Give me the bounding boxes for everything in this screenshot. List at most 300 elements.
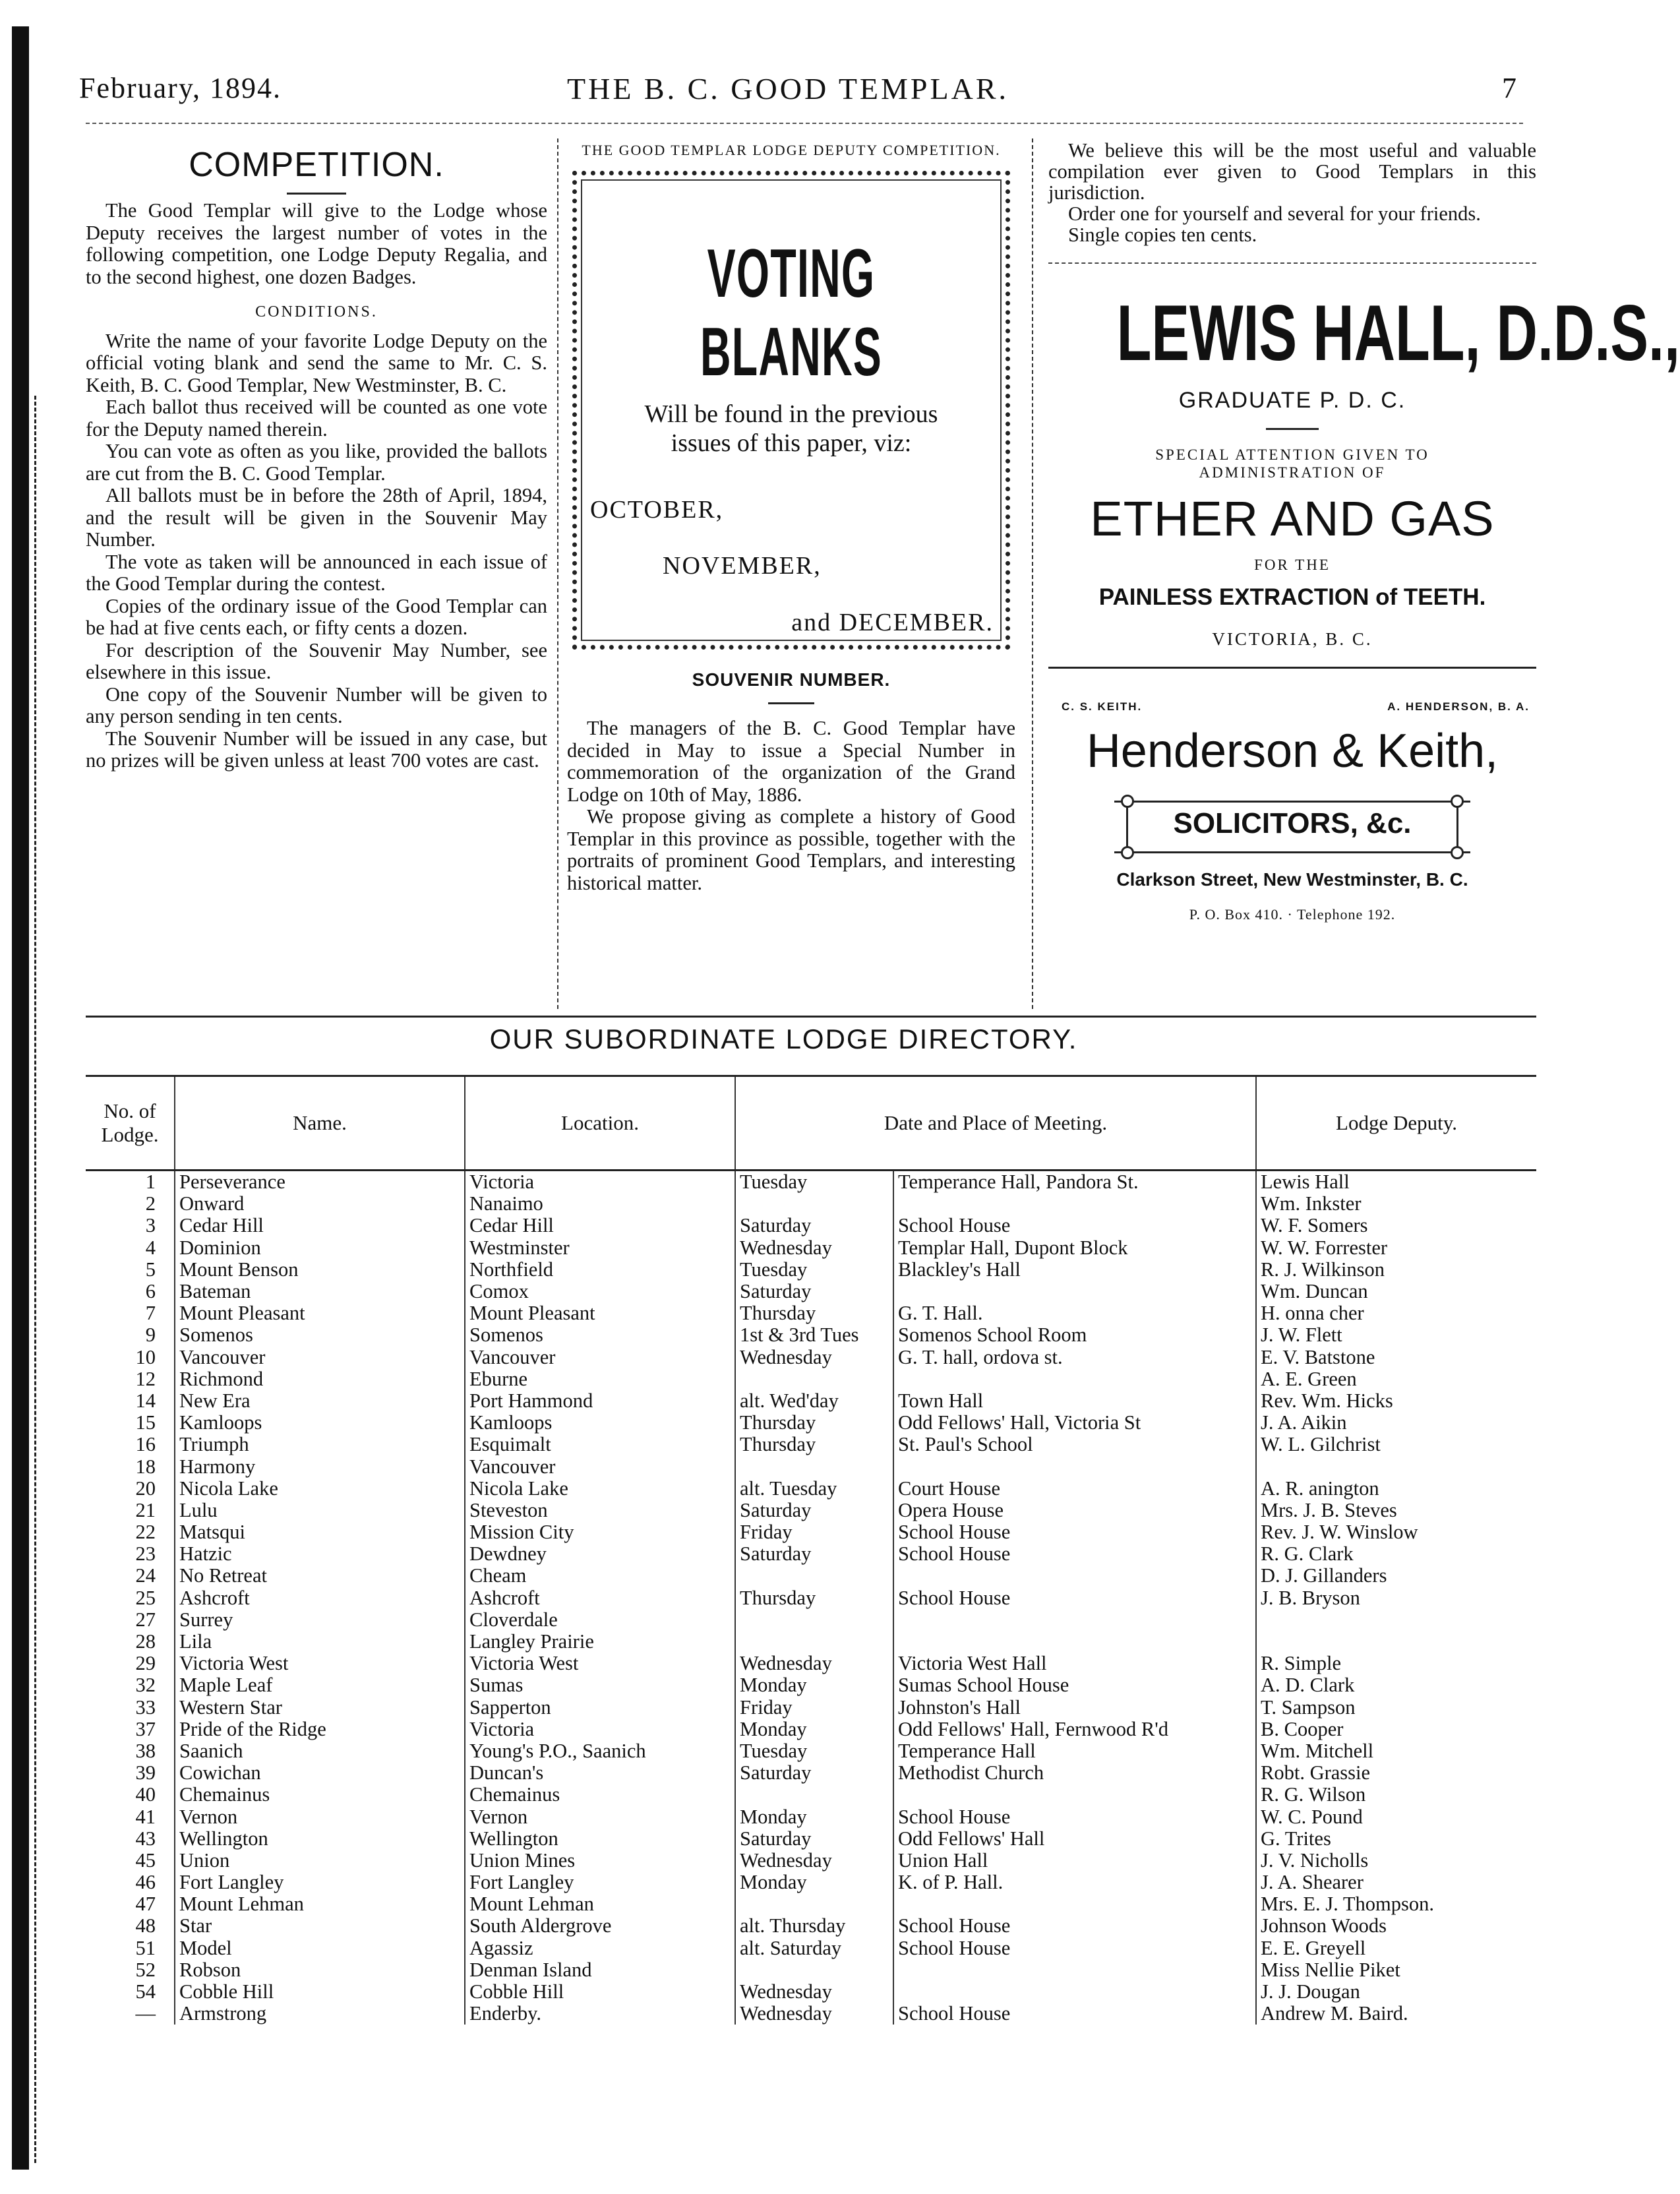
lodge-deputy: H. onna cher: [1256, 1302, 1536, 1324]
meeting-day: [735, 1609, 893, 1631]
lodge-number: 46: [135, 1871, 156, 1894]
table-row: [86, 1412, 1536, 1434]
condition-paragraph: For description of the Souvenir May Number, see elsewhere in this issue.: [86, 638, 547, 683]
lodge-name: Triumph: [175, 1434, 465, 1455]
meeting-place: [893, 1565, 1256, 1587]
lodge-location: Vancouver: [465, 1455, 735, 1477]
lodge-location: Steveston: [465, 1500, 735, 1521]
meeting-day: Monday: [735, 1719, 893, 1740]
souvenir-paragraph: The managers of the B. C. Good Templar have decided in May to issue a Special Number in commemoration of the organization of the Grand Lodge on 10th of May, 1886.: [567, 717, 1015, 806]
lodge-location: Cheam: [465, 1565, 735, 1587]
meeting-day: 1st & 3rd Tues: [735, 1324, 893, 1346]
lodge-location: Mount Lehman: [465, 1893, 735, 1915]
lodge-deputy: Miss Nellie Piket: [1256, 1959, 1536, 1981]
lodge-name: Perseverance: [175, 1171, 465, 1194]
lodge-deputy: T. Sampson: [1256, 1697, 1536, 1719]
column-divider: [557, 138, 558, 1009]
lodge-location: Cobble Hill: [465, 1981, 735, 2003]
month-november: NOVEMBER,: [663, 552, 822, 580]
meeting-day: Tuesday: [735, 1259, 893, 1281]
meeting-day: [735, 1893, 893, 1915]
lodge-name: Hatzic: [175, 1543, 465, 1565]
lodge-number: 10: [135, 1345, 156, 1368]
condition-paragraph: All ballots must be in before the 28th of April, 1894, and the result will be given in the Souvenir May Number.: [86, 484, 547, 551]
lodge-name: Nicola Lake: [175, 1478, 465, 1500]
meeting-day: [735, 1631, 893, 1653]
lodge-location: Somenos: [465, 1324, 735, 1346]
directory-body: [86, 1171, 1536, 2025]
lodge-deputy: [1256, 1609, 1536, 1631]
lodge-name: Western Star: [175, 1697, 465, 1719]
meeting-place: [893, 1455, 1256, 1477]
meeting-day: Monday: [735, 1806, 893, 1827]
lodge-name: Vernon: [175, 1806, 465, 1827]
ad-special-line: ADMINISTRATION OF: [1199, 464, 1386, 481]
lodge-deputy: D. J. Gillanders: [1256, 1565, 1536, 1587]
lodge-name: Matsqui: [175, 1521, 465, 1543]
meeting-place: G. T. hall, ordova st.: [893, 1347, 1256, 1368]
law-firm-contact: P. O. Box 410. · Telephone 192.: [1189, 906, 1396, 923]
condition-paragraph: You can vote as often as you like, provided the ballots are cut from the B. C. Good Templar.: [86, 440, 547, 485]
solicitors-label: SOLICITORS, &c.: [1173, 807, 1412, 839]
law-firm-address: Clarkson Street, New Westminster, B. C.: [1116, 869, 1468, 890]
meeting-place: [893, 1959, 1256, 1981]
lodge-location: Sapperton: [465, 1697, 735, 1719]
meeting-day: [735, 1193, 893, 1215]
table-row: [86, 1872, 1536, 1893]
month-october: OCTOBER,: [590, 496, 724, 524]
lodge-name: Lulu: [175, 1500, 465, 1521]
dentist-name: LEWIS HALL, D.D.S.,: [1116, 289, 1680, 377]
table-row: [86, 1762, 1536, 1784]
painless-extraction: PAINLESS EXTRACTION of TEETH.: [1098, 584, 1486, 610]
lodge-deputy: E. E. Greyell: [1256, 1937, 1536, 1959]
meeting-day: Wednesday: [735, 1850, 893, 1872]
lodge-name: New Era: [175, 1390, 465, 1412]
lodge-number: 18: [135, 1455, 156, 1478]
lodge-number: 29: [135, 1652, 156, 1675]
lodge-location: Young's P.O., Saanich: [465, 1740, 735, 1762]
frame-ornament: [1121, 795, 1134, 808]
meeting-day: alt. Tuesday: [735, 1478, 893, 1500]
lodge-number: 54: [135, 1980, 156, 2003]
page-edge-bar: [12, 26, 29, 2170]
lodge-location: South Aldergrove: [465, 1915, 735, 1937]
lodge-deputy: W. L. Gilchrist: [1256, 1434, 1536, 1455]
lodge-deputy: [1256, 1631, 1536, 1653]
ad-special-line: SPECIAL ATTENTION GIVEN TO: [1155, 446, 1429, 463]
directory-title: OUR SUBORDINATE LODGE DIRECTORY.: [489, 1023, 1078, 1054]
table-row: [86, 1609, 1536, 1631]
meeting-place: School House: [893, 2003, 1256, 2025]
lodge-deputy: Wm. Inkster: [1256, 1193, 1536, 1215]
lodge-deputy: J. W. Flett: [1256, 1324, 1536, 1346]
solicitors-frame: [1114, 793, 1470, 853]
meeting-place: Odd Fellows' Hall: [893, 1828, 1256, 1850]
souvenir-continued: We believe this will be the most useful and valuable compilation ever given to Good Templars in this jurisdiction.: [1048, 139, 1536, 204]
lodge-number: 2: [145, 1192, 156, 1215]
lodge-location: Westminster: [465, 1237, 735, 1259]
meeting-day: [735, 1959, 893, 1981]
meeting-place: School House: [893, 1937, 1256, 1959]
table-row: [86, 1893, 1536, 1915]
ad-rule: [1266, 428, 1319, 430]
lodge-deputy: Johnson Woods: [1256, 1915, 1536, 1937]
souvenir-heading: SOUVENIR NUMBER.: [692, 669, 891, 690]
souvenir-rule: [768, 702, 814, 704]
lodge-location: Nicola Lake: [465, 1478, 735, 1500]
col-header-number: No. of Lodge.: [86, 1076, 175, 1171]
meeting-day: Saturday: [735, 1215, 893, 1236]
table-row: [86, 1565, 1536, 1587]
lodge-name: Robson: [175, 1959, 465, 1981]
header-rule: [86, 123, 1523, 124]
lodge-number: 14: [135, 1389, 156, 1412]
competition-intro: The Good Templar will give to the Lodge whose Deputy receives the largest number of votes in the following competition, one Lodge Deputy Regalia, and to the second highest, one dozen Badges.: [86, 199, 547, 288]
meeting-day: Wednesday: [735, 2003, 893, 2025]
page-header: [79, 71, 1516, 117]
ad-divider: [1048, 262, 1536, 264]
lodge-number: 40: [135, 1783, 156, 1806]
meeting-place: Blackley's Hall: [893, 1259, 1256, 1281]
lodge-name: Armstrong: [175, 2003, 465, 2025]
condition-paragraph: The vote as taken will be announced in each issue of the Good Templar during the contest.: [86, 550, 547, 595]
table-row: [86, 1981, 1536, 2003]
col-header-name: Name.: [175, 1076, 465, 1171]
lodge-location: Fort Langley: [465, 1872, 735, 1893]
meeting-place: Templar Hall, Dupont Block: [893, 1237, 1256, 1259]
meeting-day: Thursday: [735, 1434, 893, 1455]
lodge-location: Vernon: [465, 1806, 735, 1827]
table-row: [86, 1324, 1536, 1346]
ad-for-the: FOR THE: [1254, 557, 1331, 573]
meeting-day: Saturday: [735, 1828, 893, 1850]
lodge-number: 20: [135, 1477, 156, 1500]
lodge-location: Dewdney: [465, 1543, 735, 1565]
lodge-location: Victoria: [465, 1171, 735, 1194]
meeting-place: Opera House: [893, 1500, 1256, 1521]
ad-divider: [1048, 667, 1536, 669]
meeting-day: Wednesday: [735, 1653, 893, 1674]
table-row: [86, 1697, 1536, 1719]
lodge-location: Chemainus: [465, 1784, 735, 1806]
lodge-deputy: Rev. J. W. Winslow: [1256, 1521, 1536, 1543]
meeting-day: [735, 1455, 893, 1477]
issue-date: February, 1894.: [79, 72, 282, 104]
price-paragraph: Single copies ten cents.: [1068, 224, 1257, 246]
meeting-place: Victoria West Hall: [893, 1653, 1256, 1674]
meeting-place: [893, 1609, 1256, 1631]
meeting-place: [893, 1281, 1256, 1302]
lodge-number: —: [135, 2002, 156, 2025]
lodge-location: Ashcroft: [465, 1587, 735, 1609]
lodge-number: 28: [135, 1630, 156, 1653]
lodge-number: 39: [135, 1761, 156, 1784]
lodge-location: Union Mines: [465, 1850, 735, 1872]
table-row: [86, 1237, 1536, 1259]
table-row: [86, 1281, 1536, 1302]
lodge-deputy: J. A. Shearer: [1256, 1872, 1536, 1893]
table-row: [86, 1543, 1536, 1565]
lodge-location: Nanaimo: [465, 1193, 735, 1215]
title-rule: [287, 193, 346, 195]
lodge-name: Mount Benson: [175, 1259, 465, 1281]
lodge-name: Mount Lehman: [175, 1893, 465, 1915]
lodge-location: Enderby.: [465, 2003, 735, 2025]
meeting-day: [735, 1368, 893, 1390]
table-row: [86, 1806, 1536, 1827]
col-header-deputy: Lodge Deputy.: [1256, 1076, 1536, 1171]
lodge-name: Mount Pleasant: [175, 1302, 465, 1324]
lodge-deputy: [1256, 1455, 1536, 1477]
voting-blanks-title: VOTING BLANKS: [700, 235, 883, 390]
lodge-number: 1: [145, 1171, 156, 1194]
lodge-name: Victoria West: [175, 1653, 465, 1674]
conditions-heading: CONDITIONS.: [255, 303, 378, 320]
partner-henderson: A. HENDERSON, B. A.: [1387, 700, 1530, 713]
lodge-deputy: Andrew M. Baird.: [1256, 2003, 1536, 2025]
lodge-name: Fort Langley: [175, 1872, 465, 1893]
lodge-number: 7: [145, 1302, 156, 1325]
meeting-day: Wednesday: [735, 1347, 893, 1368]
table-row: [86, 1587, 1536, 1609]
table-row: [86, 1500, 1536, 1521]
lodge-name: Surrey: [175, 1609, 465, 1631]
competition-column: [86, 138, 547, 772]
lodge-deputy: Rev. Wm. Hicks: [1256, 1390, 1536, 1412]
meeting-day: Friday: [735, 1521, 893, 1543]
lodge-number: 5: [145, 1258, 156, 1281]
meeting-place: Sumas School House: [893, 1674, 1256, 1696]
lodge-location: Cloverdale: [465, 1609, 735, 1631]
lodge-deputy: A. R. anington: [1256, 1478, 1536, 1500]
lodge-number: 21: [135, 1498, 156, 1521]
meeting-place: School House: [893, 1915, 1256, 1937]
lodge-deputy: Mrs. E. J. Thompson.: [1256, 1893, 1536, 1915]
lodge-name: Model: [175, 1937, 465, 1959]
lodge-number: 24: [135, 1564, 156, 1587]
lodge-deputy: Wm. Mitchell: [1256, 1740, 1536, 1762]
lodge-number: 45: [135, 1848, 156, 1872]
meeting-day: alt. Saturday: [735, 1937, 893, 1959]
voting-kicker: THE GOOD TEMPLAR LODGE DEPUTY COMPETITION.: [582, 142, 1001, 158]
meeting-place: [893, 1784, 1256, 1806]
table-row: [86, 1719, 1536, 1740]
lodge-deputy: J. A. Aikin: [1256, 1412, 1536, 1434]
table-row: [86, 1171, 1536, 1194]
lodge-number: 43: [135, 1827, 156, 1850]
souvenir-paragraph: We propose giving as complete a history of Good Templar in this province as possible, together with the portraits of prominent Good Templars, and interesting historical matter.: [567, 805, 1015, 894]
lodge-deputy: Mrs. J. B. Steves: [1256, 1500, 1536, 1521]
meeting-day: Monday: [735, 1674, 893, 1696]
table-row: [86, 1959, 1536, 1981]
meeting-place: G. T. Hall.: [893, 1302, 1256, 1324]
lodge-location: Victoria: [465, 1719, 735, 1740]
lodge-name: Union: [175, 1850, 465, 1872]
competition-title: COMPETITION.: [189, 146, 444, 184]
meeting-place: [893, 1893, 1256, 1915]
lodge-location: Wellington: [465, 1828, 735, 1850]
lodge-deputy: J. B. Bryson: [1256, 1587, 1536, 1609]
lodge-name: Dominion: [175, 1237, 465, 1259]
table-row: [86, 1740, 1536, 1762]
table-row: [86, 1784, 1536, 1806]
meeting-day: Friday: [735, 1697, 893, 1719]
meeting-place: [893, 1193, 1256, 1215]
lodge-number: 47: [135, 1893, 156, 1916]
directory-top-rule: [86, 1016, 1536, 1018]
meeting-place: Temperance Hall: [893, 1740, 1256, 1762]
meeting-place: St. Paul's School: [893, 1434, 1256, 1455]
lodge-deputy: A. E. Green: [1256, 1368, 1536, 1390]
table-row: [86, 1915, 1536, 1937]
law-firm-name: Henderson & Keith,: [1086, 725, 1499, 777]
column-divider: [1032, 138, 1033, 1009]
order-paragraph: Order one for yourself and several for your friends.: [1068, 202, 1481, 225]
lodge-number: 52: [135, 1958, 156, 1981]
lodge-location: Agassiz: [465, 1937, 735, 1959]
condition-paragraph: Copies of the ordinary issue of the Good Templar can be had at five cents each, or fifty cents a dozen.: [86, 594, 547, 639]
directory-header-row: [86, 1076, 1536, 1171]
lodge-number: 27: [135, 1608, 156, 1631]
meeting-place: School House: [893, 1521, 1256, 1543]
meeting-day: Saturday: [735, 1543, 893, 1565]
table-row: [86, 1674, 1536, 1696]
meeting-place: Union Hall: [893, 1850, 1256, 1872]
lodge-location: Mission City: [465, 1521, 735, 1543]
lodge-name: Cowichan: [175, 1762, 465, 1784]
lodge-deputy: J. V. Nicholls: [1256, 1850, 1536, 1872]
lodge-number: 3: [145, 1214, 156, 1237]
partner-keith: C. S. KEITH.: [1062, 700, 1143, 713]
col-header-meeting: Date and Place of Meeting.: [735, 1076, 1256, 1171]
lodge-location: Cedar Hill: [465, 1215, 735, 1236]
lodge-number: 48: [135, 1914, 156, 1937]
lodge-name: No Retreat: [175, 1565, 465, 1587]
lodge-name: Star: [175, 1915, 465, 1937]
dentist-city: VICTORIA, B. C.: [1212, 629, 1373, 649]
col-header-location: Location.: [465, 1076, 735, 1171]
lodge-deputy: E. V. Batstone: [1256, 1347, 1536, 1368]
meeting-day: Saturday: [735, 1281, 893, 1302]
table-row: [86, 1434, 1536, 1455]
meeting-place: [893, 1631, 1256, 1653]
condition-paragraph: Each ballot thus received will be counted as one vote for the Deputy named therein.: [86, 396, 547, 441]
meeting-day: Thursday: [735, 1412, 893, 1434]
lodge-location: Duncan's: [465, 1762, 735, 1784]
meeting-day: Wednesday: [735, 1237, 893, 1259]
table-row: [86, 1390, 1536, 1412]
lodge-name: Wellington: [175, 1828, 465, 1850]
frame-ornament: [1121, 846, 1134, 859]
table-row: [86, 1653, 1536, 1674]
lodge-name: Chemainus: [175, 1784, 465, 1806]
lodge-deputy: Lewis Hall: [1256, 1171, 1536, 1194]
voting-column: [567, 142, 1015, 894]
lodge-deputy: B. Cooper: [1256, 1719, 1536, 1740]
condition-paragraph: One copy of the Souvenir Number will be given to any person sending in ten cents.: [86, 683, 547, 727]
lodge-name: Cedar Hill: [175, 1215, 465, 1236]
page-number: 7: [1502, 72, 1516, 104]
lodge-name: Pride of the Ridge: [175, 1719, 465, 1740]
lodge-deputy: R. G. Clark: [1256, 1543, 1536, 1565]
lodge-number: 23: [135, 1542, 156, 1566]
lodge-number: 32: [135, 1674, 156, 1697]
meeting-day: [735, 1565, 893, 1587]
meeting-place: [893, 1368, 1256, 1390]
table-row: [86, 1631, 1536, 1653]
lodge-number: 6: [145, 1280, 156, 1303]
table-row: [86, 1302, 1536, 1324]
lodge-number: 41: [135, 1805, 156, 1828]
meeting-day: alt. Wed'day: [735, 1390, 893, 1412]
meeting-day: Monday: [735, 1872, 893, 1893]
meeting-place: School House: [893, 1587, 1256, 1609]
lodge-location: Comox: [465, 1281, 735, 1302]
lodge-deputy: R. Simple: [1256, 1653, 1536, 1674]
lodge-number: 51: [135, 1936, 156, 1959]
lodge-location: Denman Island: [465, 1959, 735, 1981]
newspaper-title: THE B. C. GOOD TEMPLAR.: [567, 72, 1009, 106]
lodge-deputy: A. D. Clark: [1256, 1674, 1536, 1696]
lodge-deputy: G. Trites: [1256, 1828, 1536, 1850]
lodge-name: Saanich: [175, 1740, 465, 1762]
lodge-deputy: Robt. Grassie: [1256, 1762, 1536, 1784]
lodge-location: Port Hammond: [465, 1390, 735, 1412]
meeting-place: Somenos School Room: [893, 1324, 1256, 1346]
month-december: and DECEMBER.: [791, 609, 994, 636]
meeting-day: alt. Thursday: [735, 1915, 893, 1937]
table-row: [86, 1215, 1536, 1236]
lodge-number: 22: [135, 1521, 156, 1544]
meeting-place: Methodist Church: [893, 1762, 1256, 1784]
lodge-number: 33: [135, 1695, 156, 1719]
lodge-deputy: J. J. Dougan: [1256, 1981, 1536, 2003]
meeting-day: Saturday: [735, 1500, 893, 1521]
meeting-place: School House: [893, 1806, 1256, 1827]
meeting-day: Wednesday: [735, 1981, 893, 2003]
lodge-number: 15: [135, 1411, 156, 1434]
lodge-name: Maple Leaf: [175, 1674, 465, 1696]
lodge-name: Kamloops: [175, 1412, 465, 1434]
lodge-name: Harmony: [175, 1455, 465, 1477]
meeting-day: Thursday: [735, 1587, 893, 1609]
ether-and-gas: ETHER AND GAS: [1090, 491, 1495, 546]
table-row: [86, 1478, 1536, 1500]
frame-ornament: [1451, 795, 1464, 808]
lodge-deputy: R. G. Wilson: [1256, 1784, 1536, 1806]
meeting-place: Odd Fellows' Hall, Victoria St: [893, 1412, 1256, 1434]
lodge-deputy: Wm. Duncan: [1256, 1281, 1536, 1302]
lodge-location: Kamloops: [465, 1412, 735, 1434]
lodge-number: 38: [135, 1739, 156, 1762]
meeting-place: Johnston's Hall: [893, 1697, 1256, 1719]
table-row: [86, 1850, 1536, 1872]
lodge-name: Cobble Hill: [175, 1981, 465, 2003]
lodge-location: Mount Pleasant: [465, 1302, 735, 1324]
table-row: [86, 2003, 1536, 2025]
lodge-location: Eburne: [465, 1368, 735, 1390]
meeting-place: Odd Fellows' Hall, Fernwood R'd: [893, 1719, 1256, 1740]
lodge-number: 9: [145, 1324, 156, 1347]
meeting-place: Court House: [893, 1478, 1256, 1500]
meeting-place: School House: [893, 1215, 1256, 1236]
meeting-day: Saturday: [735, 1762, 893, 1784]
table-row: [86, 1259, 1536, 1281]
lodge-number: 37: [135, 1717, 156, 1740]
lodge-deputy: W. F. Somers: [1256, 1215, 1536, 1236]
condition-paragraph: Write the name of your favorite Lodge Deputy on the official voting blank and send the same to Mr. C. S. Keith, B. C. Good Templar, New Westminster, B. C.: [86, 329, 547, 396]
